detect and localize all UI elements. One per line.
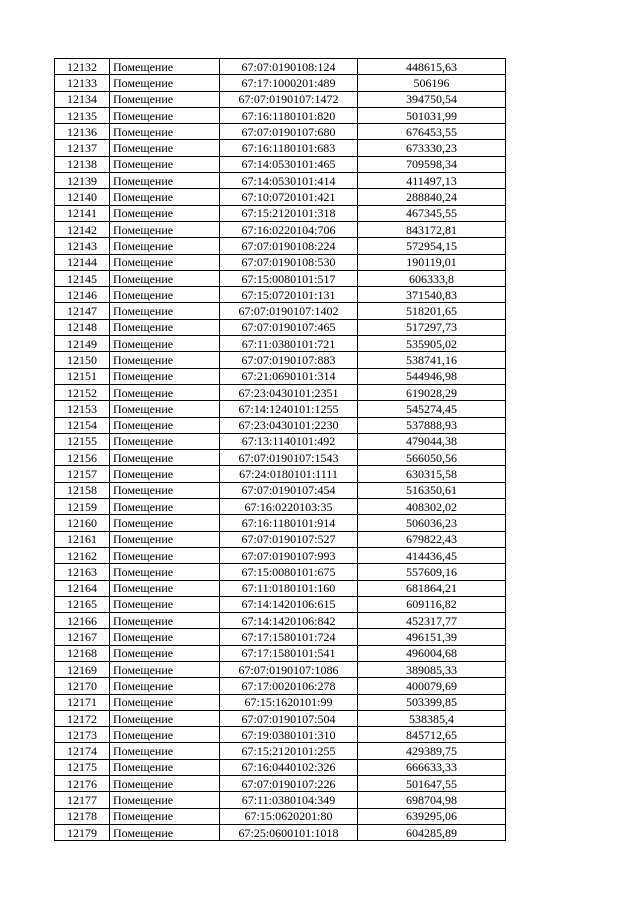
record-number-cell: 12171 xyxy=(55,694,110,710)
cadastral-value-cell: 496004,68 xyxy=(358,645,506,661)
cadastral-number-cell: 67:16:1180101:683 xyxy=(220,140,358,156)
table-row xyxy=(55,661,506,677)
table-row xyxy=(55,368,506,384)
cadastral-number-cell: 67:14:1420106:842 xyxy=(220,613,358,629)
cadastral-value-cell: 288840,24 xyxy=(358,189,506,205)
cadastral-number-cell: 67:07:0190107:993 xyxy=(220,547,358,563)
object-type-cell: Помещение xyxy=(110,515,220,531)
cadastral-number-cell: 67:24:0180101:1111 xyxy=(220,466,358,482)
cadastral-value-cell: 190119,01 xyxy=(358,254,506,270)
record-number-cell: 12162 xyxy=(55,547,110,563)
record-number-cell: 12149 xyxy=(55,336,110,352)
cadastral-value-cell: 503399,85 xyxy=(358,694,506,710)
cadastral-value-cell: 400079,69 xyxy=(358,678,506,694)
cadastral-value-cell: 537888,93 xyxy=(358,417,506,433)
record-number-cell: 12146 xyxy=(55,287,110,303)
cadastral-value-cell: 676453,55 xyxy=(358,124,506,140)
table-row xyxy=(55,547,506,563)
table-row xyxy=(55,352,506,368)
cadastral-value-cell: 517297,73 xyxy=(358,319,506,335)
object-type-cell: Помещение xyxy=(110,499,220,515)
table-row xyxy=(55,564,506,580)
cadastral-value-cell: 389085,33 xyxy=(358,661,506,677)
object-type-cell: Помещение xyxy=(110,352,220,368)
table-row xyxy=(55,75,506,91)
table-row xyxy=(55,499,506,515)
cadastral-number-cell: 67:07:0190107:454 xyxy=(220,482,358,498)
record-number-cell: 12137 xyxy=(55,140,110,156)
cadastral-number-cell: 67:21:0690101:314 xyxy=(220,368,358,384)
table-row xyxy=(55,645,506,661)
record-number-cell: 12144 xyxy=(55,254,110,270)
cadastral-number-cell: 67:07:0190107:1086 xyxy=(220,661,358,677)
cadastral-value-cell: 698704,98 xyxy=(358,792,506,808)
object-type-cell: Помещение xyxy=(110,173,220,189)
record-number-cell: 12133 xyxy=(55,75,110,91)
registry-table-body xyxy=(55,59,506,841)
cadastral-number-cell: 67:07:0190107:1402 xyxy=(220,303,358,319)
object-type-cell: Помещение xyxy=(110,792,220,808)
cadastral-value-cell: 506036,23 xyxy=(358,515,506,531)
table-row xyxy=(55,254,506,270)
record-number-cell: 12172 xyxy=(55,710,110,726)
record-number-cell: 12139 xyxy=(55,173,110,189)
cadastral-value-cell: 557609,16 xyxy=(358,564,506,580)
cadastral-number-cell: 67:15:0080101:675 xyxy=(220,564,358,580)
cadastral-value-cell: 501031,99 xyxy=(358,107,506,123)
table-row xyxy=(55,319,506,335)
cadastral-value-cell: 535905,02 xyxy=(358,336,506,352)
table-row xyxy=(55,710,506,726)
record-number-cell: 12154 xyxy=(55,417,110,433)
object-type-cell: Помещение xyxy=(110,531,220,547)
object-type-cell: Помещение xyxy=(110,613,220,629)
table-row xyxy=(55,482,506,498)
table-row xyxy=(55,238,506,254)
record-number-cell: 12165 xyxy=(55,596,110,612)
object-type-cell: Помещение xyxy=(110,580,220,596)
object-type-cell: Помещение xyxy=(110,336,220,352)
object-type-cell: Помещение xyxy=(110,759,220,775)
record-number-cell: 12148 xyxy=(55,319,110,335)
cadastral-number-cell: 67:07:0190107:1472 xyxy=(220,91,358,107)
cadastral-value-cell: 411497,13 xyxy=(358,173,506,189)
record-number-cell: 12150 xyxy=(55,352,110,368)
object-type-cell: Помещение xyxy=(110,466,220,482)
cadastral-number-cell: 67:15:0720101:131 xyxy=(220,287,358,303)
cadastral-number-cell: 67:07:0190107:465 xyxy=(220,319,358,335)
cadastral-value-cell: 619028,29 xyxy=(358,384,506,400)
record-number-cell: 12160 xyxy=(55,515,110,531)
cadastral-value-cell: 394750,54 xyxy=(358,91,506,107)
cadastral-value-cell: 545274,45 xyxy=(358,401,506,417)
cadastral-number-cell: 67:23:0430101:2351 xyxy=(220,384,358,400)
object-type-cell: Помещение xyxy=(110,189,220,205)
record-number-cell: 12143 xyxy=(55,238,110,254)
cadastral-value-cell: 572954,15 xyxy=(358,238,506,254)
record-number-cell: 12166 xyxy=(55,613,110,629)
object-type-cell: Помещение xyxy=(110,661,220,677)
cadastral-number-cell: 67:17:0020106:278 xyxy=(220,678,358,694)
object-type-cell: Помещение xyxy=(110,824,220,840)
record-number-cell: 12158 xyxy=(55,482,110,498)
cadastral-number-cell: 67:14:0530101:465 xyxy=(220,156,358,172)
cadastral-value-cell: 609116,82 xyxy=(358,596,506,612)
table-row xyxy=(55,221,506,237)
record-number-cell: 12155 xyxy=(55,433,110,449)
object-type-cell: Помещение xyxy=(110,59,220,75)
cadastral-number-cell: 67:11:0180101:160 xyxy=(220,580,358,596)
record-number-cell: 12175 xyxy=(55,759,110,775)
object-type-cell: Помещение xyxy=(110,433,220,449)
record-number-cell: 12147 xyxy=(55,303,110,319)
record-number-cell: 12142 xyxy=(55,221,110,237)
cadastral-value-cell: 566050,56 xyxy=(358,450,506,466)
record-number-cell: 12145 xyxy=(55,270,110,286)
cadastral-value-cell: 666633,33 xyxy=(358,759,506,775)
object-type-cell: Помещение xyxy=(110,776,220,792)
cadastral-value-cell: 371540,83 xyxy=(358,287,506,303)
table-row xyxy=(55,629,506,645)
object-type-cell: Помещение xyxy=(110,238,220,254)
cadastral-number-cell: 67:07:0190107:527 xyxy=(220,531,358,547)
table-row xyxy=(55,59,506,75)
cadastral-number-cell: 67:10:0720101:421 xyxy=(220,189,358,205)
table-row xyxy=(55,384,506,400)
table-row xyxy=(55,140,506,156)
table-row xyxy=(55,759,506,775)
registry-table xyxy=(54,58,506,841)
cadastral-number-cell: 67:07:0190108:224 xyxy=(220,238,358,254)
cadastral-value-cell: 408302,02 xyxy=(358,499,506,515)
table-row xyxy=(55,417,506,433)
object-type-cell: Помещение xyxy=(110,75,220,91)
record-number-cell: 12135 xyxy=(55,107,110,123)
table-row xyxy=(55,613,506,629)
cadastral-value-cell: 538385,4 xyxy=(358,710,506,726)
cadastral-value-cell: 604285,89 xyxy=(358,824,506,840)
cadastral-value-cell: 630315,58 xyxy=(358,466,506,482)
record-number-cell: 12157 xyxy=(55,466,110,482)
cadastral-number-cell: 67:16:1180101:820 xyxy=(220,107,358,123)
record-number-cell: 12168 xyxy=(55,645,110,661)
object-type-cell: Помещение xyxy=(110,450,220,466)
object-type-cell: Помещение xyxy=(110,221,220,237)
cadastral-number-cell: 67:14:1240101:1255 xyxy=(220,401,358,417)
table-row xyxy=(55,107,506,123)
record-number-cell: 12170 xyxy=(55,678,110,694)
table-row xyxy=(55,580,506,596)
record-number-cell: 12136 xyxy=(55,124,110,140)
cadastral-number-cell: 67:15:2120101:318 xyxy=(220,205,358,221)
cadastral-number-cell: 67:17:1000201:489 xyxy=(220,75,358,91)
record-number-cell: 12132 xyxy=(55,59,110,75)
record-number-cell: 12176 xyxy=(55,776,110,792)
object-type-cell: Помещение xyxy=(110,303,220,319)
cadastral-number-cell: 67:07:0190107:504 xyxy=(220,710,358,726)
cadastral-number-cell: 67:15:0620201:80 xyxy=(220,808,358,824)
cadastral-number-cell: 67:15:2120101:255 xyxy=(220,743,358,759)
record-number-cell: 12152 xyxy=(55,384,110,400)
cadastral-value-cell: 681864,21 xyxy=(358,580,506,596)
object-type-cell: Помещение xyxy=(110,107,220,123)
cadastral-number-cell: 67:07:0190107:680 xyxy=(220,124,358,140)
object-type-cell: Помещение xyxy=(110,678,220,694)
object-type-cell: Помещение xyxy=(110,629,220,645)
cadastral-number-cell: 67:15:0080101:517 xyxy=(220,270,358,286)
cadastral-value-cell: 429389,75 xyxy=(358,743,506,759)
table-row xyxy=(55,401,506,417)
record-number-cell: 12156 xyxy=(55,450,110,466)
object-type-cell: Помещение xyxy=(110,140,220,156)
object-type-cell: Помещение xyxy=(110,547,220,563)
object-type-cell: Помещение xyxy=(110,564,220,580)
cadastral-number-cell: 67:17:1580101:541 xyxy=(220,645,358,661)
object-type-cell: Помещение xyxy=(110,368,220,384)
cadastral-number-cell: 67:07:0190107:226 xyxy=(220,776,358,792)
table-row xyxy=(55,189,506,205)
cadastral-number-cell: 67:14:0530101:414 xyxy=(220,173,358,189)
object-type-cell: Помещение xyxy=(110,417,220,433)
cadastral-number-cell: 67:11:0380104:349 xyxy=(220,792,358,808)
cadastral-value-cell: 843172,81 xyxy=(358,221,506,237)
table-row xyxy=(55,433,506,449)
cadastral-number-cell: 67:11:0380101:721 xyxy=(220,336,358,352)
object-type-cell: Помещение xyxy=(110,645,220,661)
object-type-cell: Помещение xyxy=(110,596,220,612)
cadastral-number-cell: 67:15:1620101:99 xyxy=(220,694,358,710)
cadastral-value-cell: 414436,45 xyxy=(358,547,506,563)
record-number-cell: 12163 xyxy=(55,564,110,580)
object-type-cell: Помещение xyxy=(110,319,220,335)
record-number-cell: 12140 xyxy=(55,189,110,205)
object-type-cell: Помещение xyxy=(110,401,220,417)
record-number-cell: 12161 xyxy=(55,531,110,547)
table-row xyxy=(55,776,506,792)
cadastral-value-cell: 506196 xyxy=(358,75,506,91)
record-number-cell: 12174 xyxy=(55,743,110,759)
table-row xyxy=(55,596,506,612)
cadastral-value-cell: 544946,98 xyxy=(358,368,506,384)
table-row xyxy=(55,808,506,824)
cadastral-value-cell: 518201,65 xyxy=(358,303,506,319)
cadastral-value-cell: 845712,65 xyxy=(358,727,506,743)
table-row xyxy=(55,515,506,531)
object-type-cell: Помещение xyxy=(110,205,220,221)
cadastral-number-cell: 67:07:0190107:1543 xyxy=(220,450,358,466)
cadastral-value-cell: 496151,39 xyxy=(358,629,506,645)
table-row xyxy=(55,303,506,319)
cadastral-number-cell: 67:16:1180101:914 xyxy=(220,515,358,531)
cadastral-value-cell: 679822,43 xyxy=(358,531,506,547)
record-number-cell: 12177 xyxy=(55,792,110,808)
cadastral-number-cell: 67:17:1580101:724 xyxy=(220,629,358,645)
record-number-cell: 12138 xyxy=(55,156,110,172)
table-row xyxy=(55,694,506,710)
cadastral-number-cell: 67:07:0190108:124 xyxy=(220,59,358,75)
table-row xyxy=(55,743,506,759)
record-number-cell: 12164 xyxy=(55,580,110,596)
object-type-cell: Помещение xyxy=(110,384,220,400)
object-type-cell: Помещение xyxy=(110,124,220,140)
object-type-cell: Помещение xyxy=(110,694,220,710)
object-type-cell: Помещение xyxy=(110,254,220,270)
cadastral-number-cell: 67:19:0380101:310 xyxy=(220,727,358,743)
object-type-cell: Помещение xyxy=(110,287,220,303)
table-row xyxy=(55,824,506,840)
record-number-cell: 12178 xyxy=(55,808,110,824)
record-number-cell: 12141 xyxy=(55,205,110,221)
table-row xyxy=(55,450,506,466)
cadastral-value-cell: 452317,77 xyxy=(358,613,506,629)
record-number-cell: 12179 xyxy=(55,824,110,840)
table-row xyxy=(55,466,506,482)
table-row xyxy=(55,531,506,547)
table-row xyxy=(55,173,506,189)
cadastral-number-cell: 67:16:0220104:706 xyxy=(220,221,358,237)
table-row xyxy=(55,124,506,140)
cadastral-value-cell: 501647,55 xyxy=(358,776,506,792)
record-number-cell: 12159 xyxy=(55,499,110,515)
table-row xyxy=(55,336,506,352)
table-row xyxy=(55,91,506,107)
record-number-cell: 12169 xyxy=(55,661,110,677)
record-number-cell: 12134 xyxy=(55,91,110,107)
object-type-cell: Помещение xyxy=(110,156,220,172)
cadastral-value-cell: 538741,16 xyxy=(358,352,506,368)
cadastral-value-cell: 606333,8 xyxy=(358,270,506,286)
cadastral-number-cell: 67:13:1140101:492 xyxy=(220,433,358,449)
object-type-cell: Помещение xyxy=(110,270,220,286)
table-row xyxy=(55,205,506,221)
object-type-cell: Помещение xyxy=(110,482,220,498)
cadastral-value-cell: 516350,61 xyxy=(358,482,506,498)
record-number-cell: 12151 xyxy=(55,368,110,384)
cadastral-number-cell: 67:16:0440102:326 xyxy=(220,759,358,775)
table-row xyxy=(55,678,506,694)
cadastral-number-cell: 67:23:0430101:2230 xyxy=(220,417,358,433)
cadastral-value-cell: 467345,55 xyxy=(358,205,506,221)
cadastral-number-cell: 67:07:0190107:883 xyxy=(220,352,358,368)
object-type-cell: Помещение xyxy=(110,91,220,107)
table-row xyxy=(55,727,506,743)
record-number-cell: 12173 xyxy=(55,727,110,743)
object-type-cell: Помещение xyxy=(110,743,220,759)
table-row xyxy=(55,156,506,172)
cadastral-value-cell: 639295,06 xyxy=(358,808,506,824)
cadastral-number-cell: 67:16:0220103:35 xyxy=(220,499,358,515)
object-type-cell: Помещение xyxy=(110,710,220,726)
cadastral-value-cell: 709598,34 xyxy=(358,156,506,172)
cadastral-value-cell: 673330,23 xyxy=(358,140,506,156)
cadastral-number-cell: 67:07:0190108:530 xyxy=(220,254,358,270)
table-row xyxy=(55,287,506,303)
record-number-cell: 12153 xyxy=(55,401,110,417)
table-row xyxy=(55,270,506,286)
cadastral-number-cell: 67:25:0600101:1018 xyxy=(220,824,358,840)
cadastral-number-cell: 67:14:1420106:615 xyxy=(220,596,358,612)
record-number-cell: 12167 xyxy=(55,629,110,645)
cadastral-value-cell: 448615,63 xyxy=(358,59,506,75)
table-row xyxy=(55,792,506,808)
object-type-cell: Помещение xyxy=(110,808,220,824)
object-type-cell: Помещение xyxy=(110,727,220,743)
cadastral-value-cell: 479044,38 xyxy=(358,433,506,449)
